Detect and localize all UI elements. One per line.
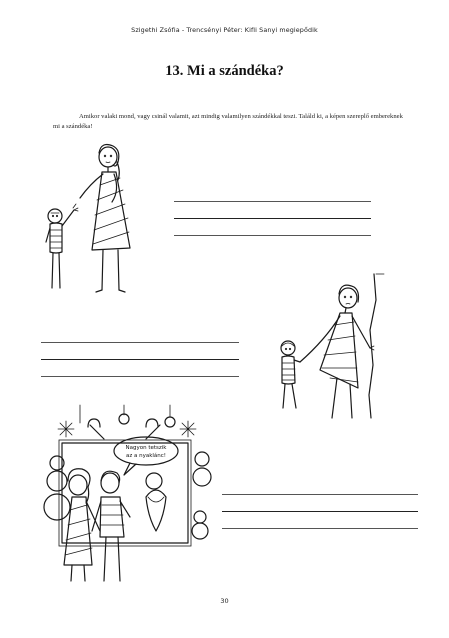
answer-line[interactable] [222, 528, 418, 529]
instructions-text [53, 112, 403, 131]
page-title: 13. Mi a szándéka? [165, 63, 284, 79]
answer-line[interactable] [174, 201, 371, 202]
answer-line[interactable] [222, 511, 418, 512]
illustration-woman-pulling-child [270, 270, 390, 420]
instructions-body: Amikor valaki mond, vagy csinál valamit, azt mindig valamilyen szándékkal teszi. Találd ki, a képen szereplő embereknek mi a szándéka! [53, 113, 403, 130]
answer-line[interactable] [174, 218, 371, 219]
answer-line[interactable] [222, 494, 418, 495]
book-header: Szigethi Zsófia - Trencsényi Péter: Kifli Sanyi megiepődik [131, 26, 318, 34]
answer-line[interactable] [41, 376, 239, 377]
speech-bubble-line2: az a nyaklánc! [125, 453, 167, 459]
answer-line[interactable] [174, 235, 371, 236]
illustration-child-and-woman [40, 140, 140, 300]
answer-line[interactable] [41, 342, 239, 343]
illustration-shop-window [40, 405, 220, 583]
speech-bubble-line1: Nagyon tetszik [125, 445, 167, 451]
answer-line[interactable] [41, 359, 239, 360]
page-number: 30 [220, 597, 229, 605]
